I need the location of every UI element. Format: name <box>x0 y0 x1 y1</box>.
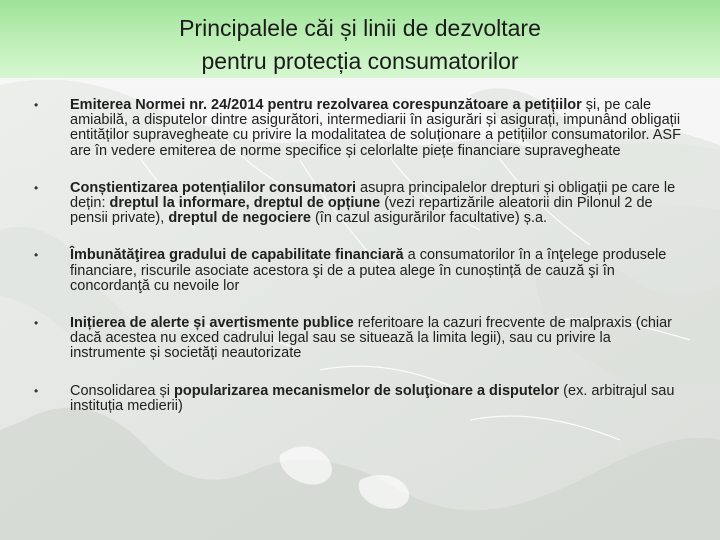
bullet-2-strong-1: Conștientizarea potențialilor consumatori <box>70 179 357 196</box>
bullet-1-text: și, pe cale amiabilă, a disputelor dintre asigurători, intermediarii în asigurări și asigurați, impunând obligații entităților supravegheate cu privire la modalitatea de soluționare a petițiilor consumatorilor. ASF are în vedere emiterea de norme specifice și celorlalte piețe financiare supravegheate <box>70 97 681 159</box>
bullet-2-text-1: asupra principalelor drepturi și obligații pe care le dețin: <box>70 179 676 212</box>
bullet-2-strong-2: dreptul la informare, dreptul de opțiune <box>109 195 381 212</box>
bullet-text-4 <box>70 316 684 362</box>
bullet-list <box>34 98 684 414</box>
bullet-5-text-2: (ex. arbitrajul sau instituția medierii) <box>70 382 675 414</box>
bullet-5-text-1: Consolidarea și <box>70 382 174 399</box>
bullet-dot: • <box>34 180 39 195</box>
bullet-item-4 <box>34 316 684 362</box>
bullet-3-text: a consumatorilor în a înţelege produsele financiare, riscurile asociate acestora şi de a putea alege în cunoștință de cauză şi în concordanţă cu nevoile lor <box>70 247 667 294</box>
bullet-1-strong: Emiterea Normei nr. 24/2014 pentru rezolvarea corespunzătoare a petițiilor <box>70 97 582 113</box>
slide-title-line-2: pentru protecția consumatorilor <box>201 48 519 74</box>
bullet-2-text-3: (în cazul asigurărilor facultative) ș.a. <box>310 210 548 227</box>
bullet-dot: • <box>34 383 39 398</box>
bullet-4-text: referitoare la cazuri frecvente de malpraxis (chiar dacă acestea nu exced cadrului legal sau se situează la limita legii), sau cu privire la instrumente și societăți neautorizate <box>70 315 673 362</box>
bullet-2-text-2: (vezi repartizările aleatorii din Pilonul 2 de pensii private), <box>70 195 653 227</box>
bullet-4-strong: Inițierea de alerte și avertismente publice <box>70 315 354 332</box>
bullet-5-strong: popularizarea mecanismelor de soluţionare a disputelor <box>173 382 560 399</box>
bullet-2-strong-3: dreptul de negociere <box>168 210 311 227</box>
bullet-item-1 <box>34 98 684 159</box>
bullet-text-1 <box>70 98 684 159</box>
bullet-item-2 <box>34 181 684 227</box>
bullet-3-strong: Îmbunătăţirea gradului de capabilitate financiară <box>70 247 404 264</box>
bullet-dot: • <box>34 98 39 112</box>
slide-title-line-1: Principalele căi și linii de dezvoltare <box>179 15 541 41</box>
bullet-text-2 <box>70 181 684 227</box>
bullet-text-3 <box>70 248 684 294</box>
bullet-dot: • <box>34 248 39 263</box>
bullet-item-5 <box>34 384 684 414</box>
bullet-text-5 <box>70 384 684 414</box>
slide-title <box>40 12 680 78</box>
bullet-dot: • <box>34 316 39 331</box>
bullet-item-3 <box>34 248 684 294</box>
